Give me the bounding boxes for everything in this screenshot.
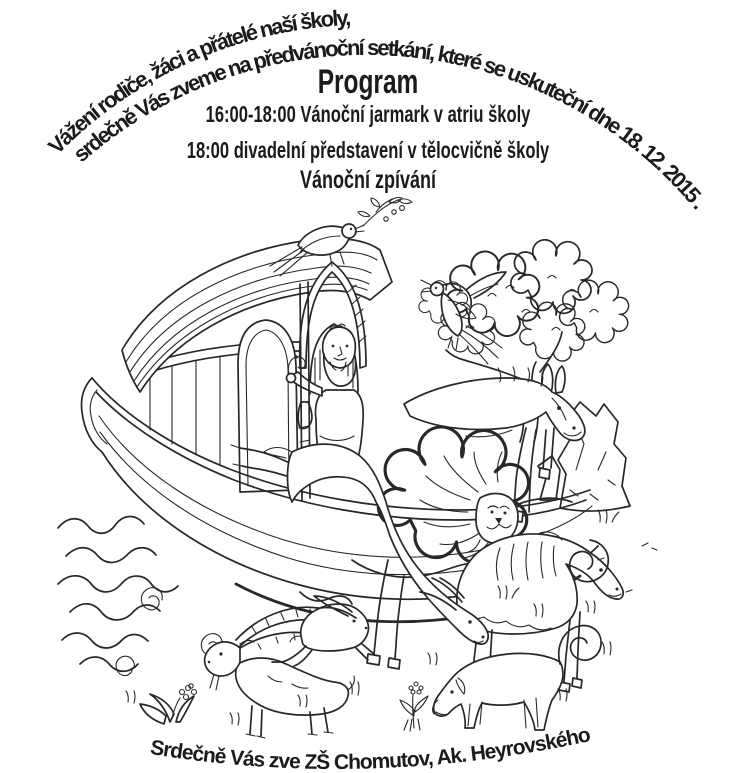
program-block bbox=[187, 63, 550, 194]
footer-arc-text bbox=[149, 723, 592, 773]
footer-arc-text-content: Srdečně Vás zve ZŠ Chomutov, Ak. Heyrovského bbox=[148, 723, 592, 773]
program-title: Program bbox=[317, 63, 419, 102]
arc-header-line2-text: srdečně Vás zveme na předvánoční setkání, které se uskuteční dne 18. 12. 2015 . bbox=[68, 34, 711, 213]
noahs-ark-illustration bbox=[58, 198, 657, 739]
program-item-1: 16:00-18:00 Vánoční jarmark v atriu školy bbox=[205, 102, 531, 128]
grass-tufts bbox=[126, 510, 657, 725]
program-item-2: 18:00 divadelní představení v tělocvičně školy bbox=[186, 138, 550, 164]
arc-header-line1-text: Vážení rodiče, žáci a přátelé naší školy, bbox=[43, 5, 350, 159]
program-item-3: Vánoční zpívání bbox=[300, 165, 436, 194]
